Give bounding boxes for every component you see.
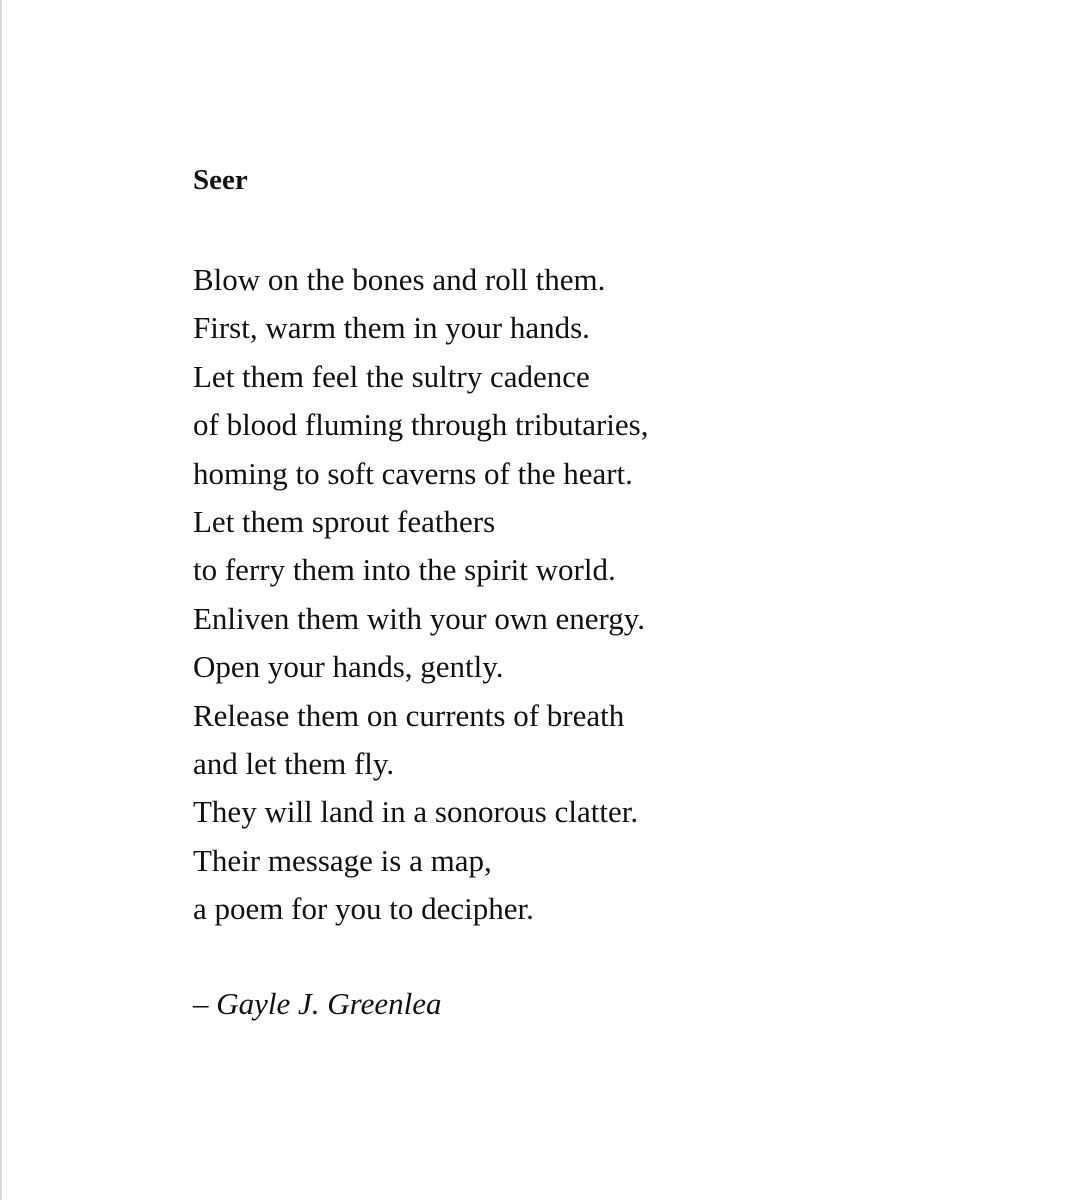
poem-line: a poem for you to decipher. bbox=[193, 891, 534, 927]
poem-line: homing to soft caverns of the heart. bbox=[193, 455, 633, 491]
poem-line: to ferry them into the spirit world. bbox=[193, 552, 616, 588]
page-edge-divider bbox=[0, 0, 2, 1200]
poem-lines bbox=[193, 256, 648, 933]
poem-line: Open your hands, gently. bbox=[193, 649, 504, 685]
poem-line: Release them on currents of breath bbox=[193, 697, 625, 733]
poem-line: and let them fly. bbox=[193, 745, 395, 781]
poem-block bbox=[193, 160, 649, 1021]
poem-line: First, warm them in your hands. bbox=[193, 310, 590, 346]
poem-line: They will land in a sonorous clatter. bbox=[193, 794, 639, 830]
poem-line: Let them feel the sultry cadence bbox=[193, 358, 590, 394]
poem-line: Their message is a map, bbox=[193, 842, 492, 878]
poem-line: of blood fluming through tributaries, bbox=[193, 407, 649, 443]
poem-title: Seer bbox=[193, 164, 248, 196]
poem-line: Enliven them with your own energy. bbox=[193, 600, 645, 636]
poem-line: Let them sprout feathers bbox=[193, 503, 496, 539]
poem-attribution: – Gayle J. Greenlea bbox=[193, 986, 442, 1021]
poem-line: Blow on the bones and roll them. bbox=[193, 262, 606, 297]
